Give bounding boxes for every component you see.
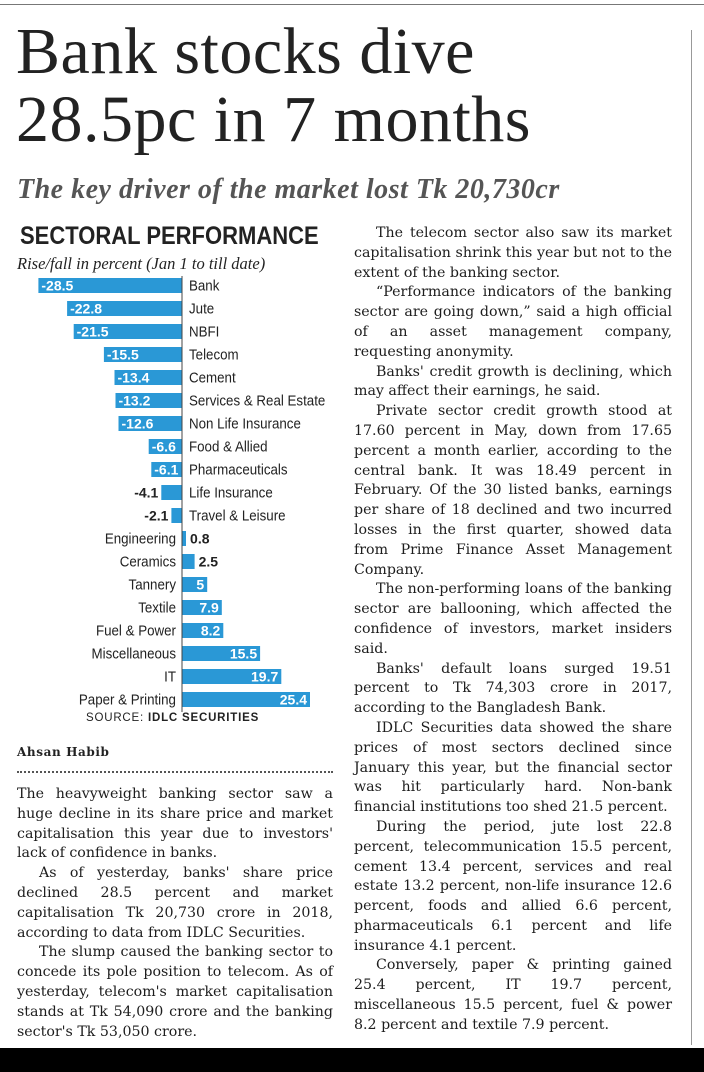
category-label: Pharmaceuticals <box>189 460 288 478</box>
headline-line-2: 28.5pc in 7 months <box>16 83 531 156</box>
value-label: 5 <box>196 576 205 593</box>
source-name: IDLC SECURITIES <box>148 712 260 724</box>
value-label: -28.5 <box>41 277 74 294</box>
category-label: Services & Real Estate <box>189 391 326 409</box>
dotted-divider <box>17 771 333 773</box>
value-label: 2.5 <box>198 553 219 570</box>
article-paragraph: “Performance indicators of the banking sector are going down,” said a high official of an asset management company, requesting anonymity. <box>354 284 672 360</box>
article-right-column <box>354 224 672 1036</box>
source-prefix: SOURCE: <box>86 712 144 724</box>
value-label: 7.9 <box>199 599 219 616</box>
value-label: -6.6 <box>151 438 176 455</box>
bar-ceramics <box>182 554 195 569</box>
article-paragraph: The non-performing loans of the banking sector are ballooning, which affected the confidence of investors, market insiders said. <box>354 581 672 657</box>
value-label: -4.1 <box>134 484 159 501</box>
value-label: -6.1 <box>154 461 179 478</box>
article-paragraph: Banks' credit growth is declining, which may affect their earnings, he said. <box>354 363 672 400</box>
headline-line-1: Bank stocks dive <box>16 15 475 88</box>
value-label: -15.5 <box>106 346 139 363</box>
value-label: 19.7 <box>251 668 279 685</box>
value-label: 15.5 <box>229 645 258 662</box>
article-paragraph: Banks' default loans surged 19.51 percent to Tk 74,303 crore in 2017, according to the Bangladesh Bank. <box>354 660 672 717</box>
bottom-black-band <box>0 1048 704 1072</box>
bar-life-insurance <box>161 485 182 500</box>
value-label: 25.4 <box>279 691 307 708</box>
category-label: Paper & Printing <box>78 690 176 708</box>
value-label: -13.4 <box>117 369 150 386</box>
category-label: Cement <box>189 368 236 386</box>
article-paragraph: As of yesterday, banks' share price declined 28.5 percent and market capitalisation Tk 20,730 crore in 2018, according to data from IDLC Securities. <box>17 865 333 941</box>
top-rule <box>0 4 704 5</box>
article-paragraph: The telecom sector also saw its market capitalisation shrink this year but not to the extent of the banking sector. <box>354 225 672 281</box>
category-label: Miscellaneous <box>91 644 176 662</box>
category-label: NBFI <box>189 322 220 340</box>
category-label: Travel & Leisure <box>189 506 286 524</box>
subheadline: The key driver of the market lost Tk 20,730cr <box>17 174 560 205</box>
column-rule <box>691 30 692 1045</box>
value-label: -22.8 <box>70 300 103 317</box>
article-paragraph: The slump caused the banking sector to concede its pole position to telecom. As of yesterday, telecom's market capitalisation stands at Tk 54,090 crore and the banking sector's Tk 53,050 crore. <box>17 944 333 1040</box>
value-label: 8.2 <box>200 622 221 639</box>
value-label: -13.2 <box>118 392 151 409</box>
chart-subtitle: Rise/fall in percent (Jan 1 to till date) <box>17 254 266 273</box>
category-label: Jute <box>189 299 215 317</box>
article-paragraph: Private sector credit growth stood at 17.60 percent in May, down from 17.65 percent a month earlier, according to the central bank. It was 18.49 percent in February. Of the 30 listed banks, earnings per share of 18 declined and two incurred losses in the first quarter, showed data from Prime Finance Asset Management Company. <box>354 403 672 578</box>
article-paragraph: The heavyweight banking sector saw a huge decline in its share price and market capitalisation this year due to investors' lack of confidence in banks. <box>17 786 333 862</box>
byline: Ahsan Habib <box>17 745 110 759</box>
chart-title: SECTORAL PERFORMANCE <box>20 222 319 250</box>
category-label: IT <box>164 667 176 685</box>
category-label: Telecom <box>189 345 239 363</box>
sectoral-performance-chart <box>0 276 345 712</box>
category-label: Food & Allied <box>189 437 268 455</box>
category-label: Engineering <box>104 529 176 547</box>
article-paragraph: During the period, jute lost 22.8 percent, telecommunication 15.5 percent, cement 13.4 percent, services and real estate 13.2 percent, non-life insurance 12.6 percent, foods and allied 6.6 percent, pharmaceuticals 6.1 percent and life insurance 4.1 percent. <box>354 818 672 954</box>
article-paragraph: IDLC Securities data showed the share prices of most sectors declined since January this year, but the financial sector was hit particularly hard. Non-bank financial institutions too shed 21.5 percent. <box>354 719 672 816</box>
article-left-column <box>17 785 333 1042</box>
value-label: -21.5 <box>76 323 109 340</box>
category-label: Life Insurance <box>189 483 273 501</box>
value-label: 0.8 <box>190 530 210 547</box>
category-label: Tannery <box>128 575 176 593</box>
bar-travel-leisure <box>171 508 182 523</box>
chart-source <box>86 712 259 724</box>
value-label: -12.6 <box>121 415 154 432</box>
category-label: Non Life Insurance <box>189 414 301 432</box>
category-label: Bank <box>189 276 220 294</box>
value-label: -2.1 <box>144 507 169 524</box>
category-label: Ceramics <box>119 552 176 570</box>
article-paragraph: Conversely, paper & printing gained 25.4 percent, IT 19.7 percent, miscellaneous 15.5 percent, fuel & power 8.2 percent and textile 7.9 percent. <box>354 957 672 1033</box>
headline <box>16 15 696 156</box>
category-label: Fuel & Power <box>95 621 176 639</box>
category-label: Textile <box>138 598 176 616</box>
bar-engineering <box>182 531 186 546</box>
